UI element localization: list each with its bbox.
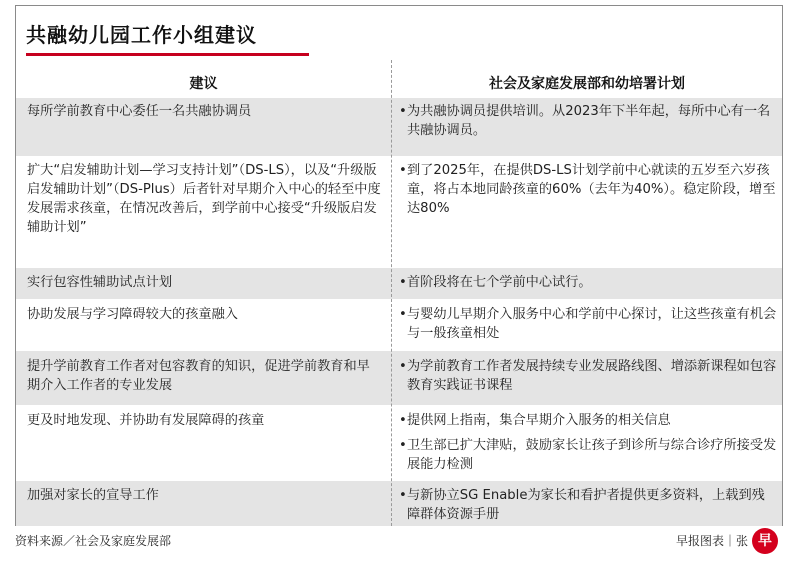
bullet: • (399, 488, 407, 503)
plan-item (399, 436, 777, 474)
column-divider (391, 60, 392, 526)
plan-item (399, 357, 777, 395)
table-row (16, 405, 782, 481)
credit-note: 早报图表｜张 (676, 534, 749, 548)
column-header-recommendation: 建议 (189, 76, 218, 92)
recommendation-cell: 协助发展与学习障碍较大的孩童融入 (27, 307, 238, 322)
recommendation-cell: 实行包容性辅助试点计划 (27, 275, 173, 290)
plan-cell (399, 357, 777, 395)
table-row (16, 156, 782, 268)
table-row (16, 299, 782, 351)
plan-cell (399, 273, 777, 292)
table-row (16, 481, 782, 526)
plan-cell (399, 486, 777, 524)
plan-text: 为学前教育工作者发展持续专业发展路线图、增添新课程如包容教育实践证书课程 (407, 359, 777, 393)
bullet: • (399, 275, 407, 290)
zaobao-logo-icon: 早 (752, 528, 778, 554)
plan-item (399, 305, 777, 343)
plan-text: 与婴幼儿早期介入服务中心和学前中心探讨，让这些孩童有机会与一般孩童相处 (407, 307, 777, 341)
bullet: • (399, 359, 407, 374)
recommendation-cell: 更及时地发现、并协助有发展障碍的孩童 (27, 413, 265, 428)
table-row (16, 351, 782, 405)
recommendation-cell: 扩大“启发辅助计划—学习支持计划”（DS-LS），以及“升级版启发辅助计划”（DS-Plus）后者针对早期介入中心的轻至中度发展需求孩童，在情况改善后，到学前中心接受“升级版启发辅助计划” (27, 163, 381, 235)
bullet: • (399, 307, 407, 322)
table-row (16, 268, 782, 299)
page-title: 共融幼儿园工作小组建议 (26, 23, 257, 47)
plan-text: 为共融协调员提供培训。从2023年下半年起，每所中心有一名共融协调员。 (407, 104, 771, 138)
plan-text: 提供网上指南，集合早期介入服务的相关信息 (407, 413, 671, 428)
bullet: • (399, 104, 407, 119)
plan-item (399, 273, 777, 292)
plan-cell (399, 411, 777, 474)
table-row (16, 98, 782, 156)
title-underline (26, 53, 309, 56)
recommendation-cell: 提升学前教育工作者对包容教育的知识，促进学前教育和早期介入工作者的专业发展 (27, 359, 370, 393)
plan-text: 与新协立SG Enable为家长和看护者提供更多资料，上载到残障群体资源手册 (407, 488, 765, 522)
plan-text: 到了2025年，在提供DS-LS计划学前中心就读的五岁至六岁孩童，将占本地同龄孩童的60%（去年为40%）。稳定阶段，增至达80% (407, 163, 776, 216)
bullet: • (399, 413, 407, 428)
recommendation-cell: 每所学前教育中心委任一名共融协调员 (27, 104, 252, 119)
column-header-plans: 社会及家庭发展部和幼培署计划 (489, 76, 685, 92)
recommendation-cell: 加强对家长的宣导工作 (27, 488, 159, 503)
plan-text: 卫生部已扩大津贴，鼓励家长让孩子到诊所与综合诊疗所接受发展能力检测 (407, 438, 777, 472)
table-header (16, 64, 782, 98)
bullet: • (399, 163, 407, 178)
plan-item (399, 411, 777, 430)
plan-item (399, 486, 777, 524)
bullet: • (399, 438, 407, 453)
plan-text: 首阶段将在七个学前中心试行。 (407, 275, 592, 290)
plan-item (399, 161, 777, 218)
table-frame (15, 5, 783, 526)
plan-item (399, 102, 777, 140)
plan-cell (399, 102, 777, 140)
plan-cell (399, 161, 777, 218)
source-note: 资料来源／社会及家庭发展部 (15, 534, 172, 548)
plan-cell (399, 305, 777, 343)
